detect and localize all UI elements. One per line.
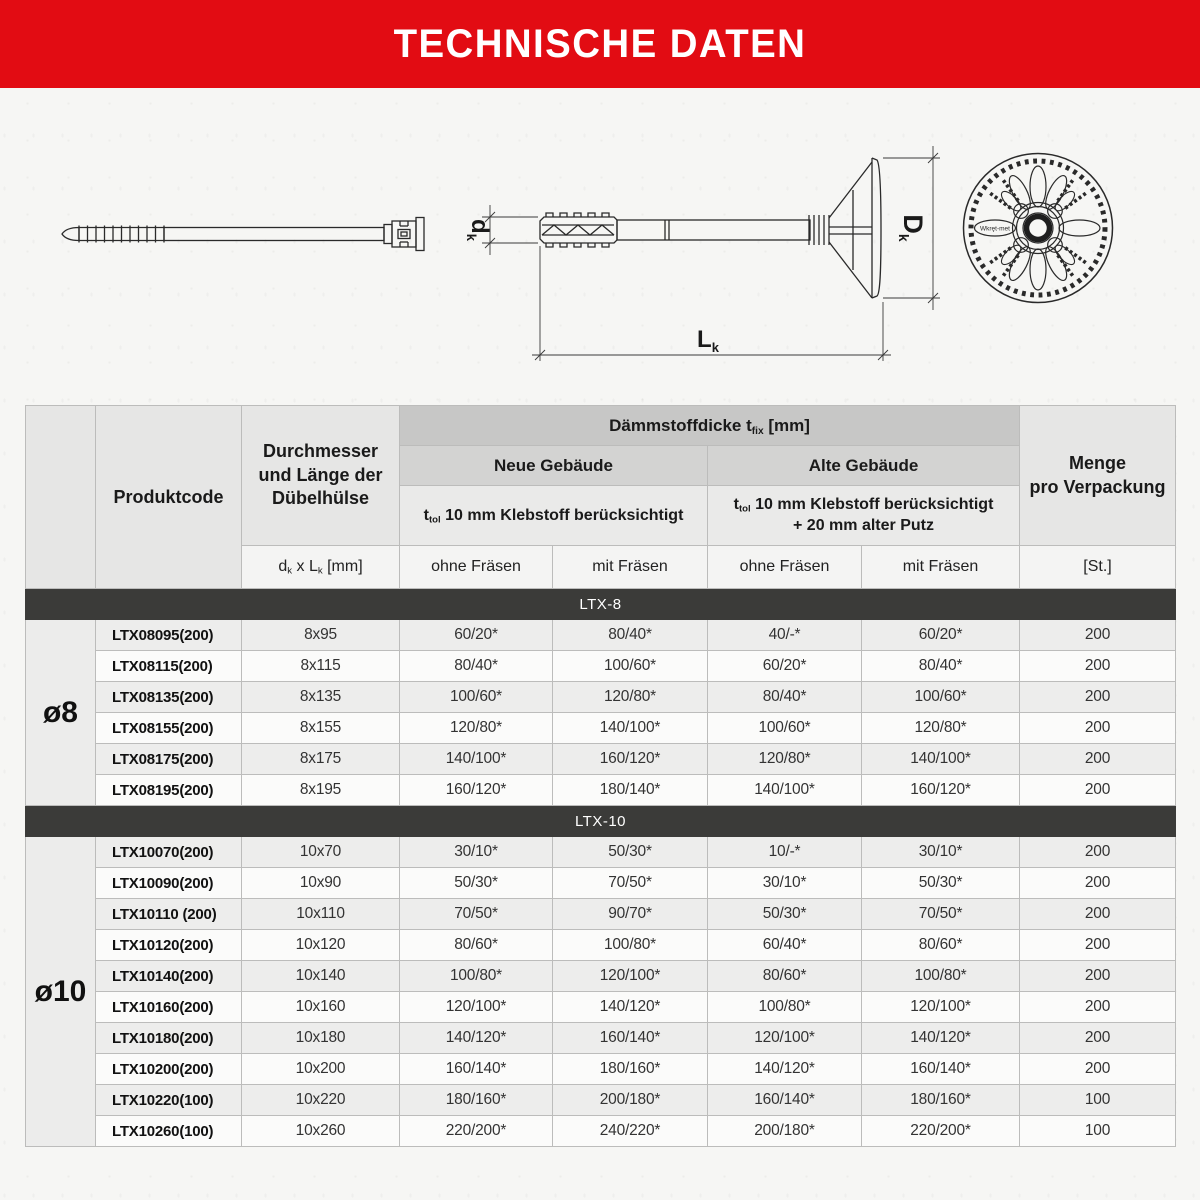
cell-neue-ohne: 100/80* — [400, 961, 553, 992]
cell-neue-mit: 160/140* — [553, 1023, 708, 1054]
cell-size: 8x95 — [242, 620, 400, 651]
product-code: LTX08175(200) — [96, 744, 242, 775]
cell-alte-mit: 50/30* — [862, 868, 1020, 899]
technical-data-table — [25, 405, 1176, 1147]
cell-alte-mit: 140/100* — [862, 744, 1020, 775]
cell-alte-mit: 180/160* — [862, 1085, 1020, 1116]
cell-size: 8x135 — [242, 682, 400, 713]
menge-line1: Menge — [1068, 453, 1126, 474]
cell-size: 10x180 — [242, 1023, 400, 1054]
plate-top-drawing — [958, 148, 1118, 308]
cell-neue-mit: 160/120* — [553, 744, 708, 775]
product-code: LTX10220(100) — [96, 1085, 242, 1116]
subheader-size: $d_k$ x $L_k$ [mm] — [242, 546, 400, 589]
cell-neue-ohne: 80/40* — [400, 651, 553, 682]
subheader-unit: [St.] — [1020, 546, 1176, 589]
cell-neue-ohne: 120/80* — [400, 713, 553, 744]
menge-line2: pro Verpackung — [1029, 476, 1166, 497]
cell-alte-mit: 220/200* — [862, 1116, 1020, 1147]
cell-qty: 200 — [1020, 837, 1176, 868]
cell-alte-mit: 160/120* — [862, 775, 1020, 806]
cell-neue-ohne: 160/140* — [400, 1054, 553, 1085]
table-row — [26, 651, 1176, 682]
subheader-neue-ohne: ohne Fräsen — [400, 546, 553, 589]
cell-qty: 100 — [1020, 1116, 1176, 1147]
cell-size: 8x155 — [242, 713, 400, 744]
cell-neue-mit: 140/120* — [553, 992, 708, 1023]
cell-alte-mit: 160/140* — [862, 1054, 1020, 1085]
cell-qty: 200 — [1020, 682, 1176, 713]
cell-neue-ohne: 160/120* — [400, 775, 553, 806]
product-code: LTX10180(200) — [96, 1023, 242, 1054]
cell-neue-ohne: 50/30* — [400, 868, 553, 899]
cell-alte-mit: 140/120* — [862, 1023, 1020, 1054]
table-row — [26, 744, 1176, 775]
cell-size: 10x160 — [242, 992, 400, 1023]
cell-neue-mit: 80/40* — [553, 620, 708, 651]
header-durchmesser — [242, 406, 400, 546]
section-band: LTX-8 — [26, 589, 1176, 620]
table-row — [26, 1085, 1176, 1116]
cell-size: 8x115 — [242, 651, 400, 682]
cell-alte-ohne: 200/180* — [708, 1116, 862, 1147]
durchmesser-line3: Dübelhülse — [271, 488, 369, 509]
table-row — [26, 1054, 1176, 1085]
cell-neue-ohne: 70/50* — [400, 899, 553, 930]
header-alte-gebaeude: Alte Gebäude — [708, 446, 1020, 486]
cell-neue-mit: 100/60* — [553, 651, 708, 682]
table-row — [26, 682, 1176, 713]
table-row — [26, 868, 1176, 899]
cell-neue-ohne: 220/200* — [400, 1116, 553, 1147]
table-row — [26, 899, 1176, 930]
cell-neue-ohne: 30/10* — [400, 837, 553, 868]
cell-qty: 200 — [1020, 775, 1176, 806]
product-code: LTX08195(200) — [96, 775, 242, 806]
cell-neue-ohne: 140/120* — [400, 1023, 553, 1054]
cell-size: 8x195 — [242, 775, 400, 806]
table-body — [26, 589, 1176, 1147]
cell-size: 8x175 — [242, 744, 400, 775]
header-alte-desc: $t_{tol}$ 10 mm Klebstoff berücksichtigt + 20 mm alter Putz — [708, 486, 1020, 546]
cell-alte-ohne: 10/-* — [708, 837, 862, 868]
screw-side-drawing — [52, 190, 462, 280]
table-row — [26, 620, 1176, 651]
table-row — [26, 713, 1176, 744]
cell-neue-mit: 120/100* — [553, 961, 708, 992]
product-code: LTX08095(200) — [96, 620, 242, 651]
header-diameter-column — [26, 406, 96, 589]
cell-neue-mit: 90/70* — [553, 899, 708, 930]
table-row — [26, 1116, 1176, 1147]
product-code: LTX10070(200) — [96, 837, 242, 868]
cell-alte-ohne: 160/140* — [708, 1085, 862, 1116]
title-banner — [0, 0, 1200, 88]
cell-qty: 200 — [1020, 899, 1176, 930]
cell-qty: 200 — [1020, 992, 1176, 1023]
cell-neue-ohne: 60/20* — [400, 620, 553, 651]
subheader-alte-mit: mit Fräsen — [862, 546, 1020, 589]
table-row — [26, 930, 1176, 961]
product-code: LTX10260(100) — [96, 1116, 242, 1147]
cell-size: 10x260 — [242, 1116, 400, 1147]
cell-alte-ohne: 60/20* — [708, 651, 862, 682]
cell-alte-mit: 100/80* — [862, 961, 1020, 992]
cell-qty: 100 — [1020, 1085, 1176, 1116]
durchmesser-line2: und Länge der — [258, 464, 383, 485]
product-code: LTX10120(200) — [96, 930, 242, 961]
diameter-label: ø8 — [26, 620, 96, 806]
cell-alte-ohne: 120/80* — [708, 744, 862, 775]
cell-neue-mit: 100/80* — [553, 930, 708, 961]
cell-alte-ohne: 140/100* — [708, 775, 862, 806]
table-row — [26, 837, 1176, 868]
table-row — [26, 1023, 1176, 1054]
cell-neue-mit: 70/50* — [553, 868, 708, 899]
table-row — [26, 992, 1176, 1023]
cell-size: 10x70 — [242, 837, 400, 868]
subheader-alte-ohne: ohne Fräsen — [708, 546, 862, 589]
cell-qty: 200 — [1020, 713, 1176, 744]
cell-alte-mit: 80/40* — [862, 651, 1020, 682]
cell-neue-mit: 140/100* — [553, 713, 708, 744]
product-code: LTX10200(200) — [96, 1054, 242, 1085]
cell-alte-mit: 60/20* — [862, 620, 1020, 651]
cell-alte-mit: 70/50* — [862, 899, 1020, 930]
cell-neue-mit: 50/30* — [553, 837, 708, 868]
cell-alte-mit: 80/60* — [862, 930, 1020, 961]
cell-qty: 200 — [1020, 651, 1176, 682]
product-code: LTX10090(200) — [96, 868, 242, 899]
cell-alte-mit: 120/80* — [862, 713, 1020, 744]
brand-label: Wkręt-met — [980, 225, 1010, 233]
cell-qty: 200 — [1020, 930, 1176, 961]
dowel-side-drawing — [462, 128, 942, 373]
cell-alte-ohne: 140/120* — [708, 1054, 862, 1085]
cell-size: 10x140 — [242, 961, 400, 992]
cell-neue-ohne: 140/100* — [400, 744, 553, 775]
cell-qty: 200 — [1020, 961, 1176, 992]
header-neue-gebaeude: Neue Gebäude — [400, 446, 708, 486]
cell-neue-mit: 180/160* — [553, 1054, 708, 1085]
diameter-label: ø10 — [26, 837, 96, 1147]
product-code: LTX10160(200) — [96, 992, 242, 1023]
cell-qty: 200 — [1020, 1023, 1176, 1054]
cell-alte-ohne: 80/60* — [708, 961, 862, 992]
Dk-label: Dk — [896, 214, 928, 242]
cell-neue-mit: 180/140* — [553, 775, 708, 806]
cell-alte-ohne: 60/40* — [708, 930, 862, 961]
cell-neue-ohne: 180/160* — [400, 1085, 553, 1116]
cell-alte-ohne: 50/30* — [708, 899, 862, 930]
cell-neue-mit: 200/180* — [553, 1085, 708, 1116]
header-neue-desc: $t_{tol}$ 10 mm Klebstoff berücksichtigt — [400, 486, 708, 546]
cell-qty: 200 — [1020, 744, 1176, 775]
Lk-label: $L_k$ — [697, 326, 719, 355]
product-code: LTX10110 (200) — [96, 899, 242, 930]
cell-alte-ohne: 120/100* — [708, 1023, 862, 1054]
cell-alte-ohne: 100/60* — [708, 713, 862, 744]
cell-size: 10x220 — [242, 1085, 400, 1116]
cell-alte-ohne: 80/40* — [708, 682, 862, 713]
cell-alte-ohne: 40/-* — [708, 620, 862, 651]
dk-label: $d_k$ — [464, 219, 493, 241]
cell-alte-mit: 100/60* — [862, 682, 1020, 713]
cell-neue-mit: 120/80* — [553, 682, 708, 713]
section-band: LTX-10 — [26, 806, 1176, 837]
page-title: TECHNISCHE DATEN — [393, 21, 807, 66]
product-code: LTX08155(200) — [96, 713, 242, 744]
cell-alte-ohne: 100/80* — [708, 992, 862, 1023]
header-daemmstoffdicke: Dämmstoffdicke $t_{fix}$ [mm] — [400, 406, 1020, 446]
product-code: LTX08115(200) — [96, 651, 242, 682]
cell-neue-mit: 240/220* — [553, 1116, 708, 1147]
durchmesser-line1: Durchmesser — [262, 441, 379, 462]
table-row — [26, 775, 1176, 806]
product-code: LTX08135(200) — [96, 682, 242, 713]
cell-alte-ohne: 30/10* — [708, 868, 862, 899]
cell-size: 10x110 — [242, 899, 400, 930]
subheader-neue-mit: mit Fräsen — [553, 546, 708, 589]
cell-qty: 200 — [1020, 620, 1176, 651]
cell-neue-ohne: 80/60* — [400, 930, 553, 961]
product-code: LTX10140(200) — [96, 961, 242, 992]
cell-size: 10x120 — [242, 930, 400, 961]
cell-size: 10x200 — [242, 1054, 400, 1085]
table-row — [26, 961, 1176, 992]
header-menge — [1020, 406, 1176, 546]
header-produktcode: Produktcode — [96, 406, 242, 589]
cell-neue-ohne: 100/60* — [400, 682, 553, 713]
cell-alte-mit: 120/100* — [862, 992, 1020, 1023]
cell-qty: 200 — [1020, 868, 1176, 899]
cell-alte-mit: 30/10* — [862, 837, 1020, 868]
cell-neue-ohne: 120/100* — [400, 992, 553, 1023]
cell-size: 10x90 — [242, 868, 400, 899]
cell-qty: 200 — [1020, 1054, 1176, 1085]
